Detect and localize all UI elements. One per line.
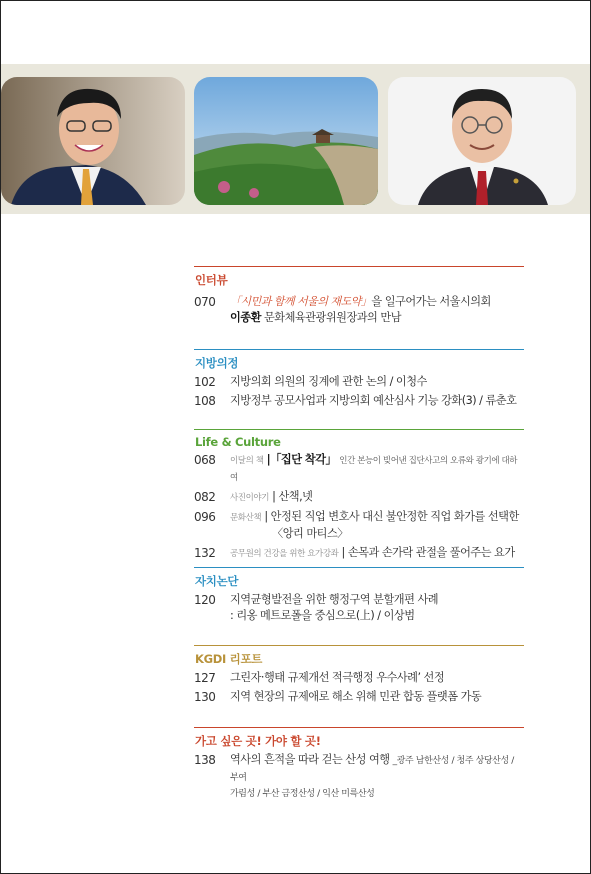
column-name: 사진이야기	[230, 493, 270, 503]
page-number: 138	[194, 753, 216, 767]
column-name: 공무원의 건강을 위한 요가강좌	[230, 549, 339, 559]
toc-entry[interactable]	[194, 545, 524, 562]
toc-entry[interactable]	[194, 670, 524, 686]
page-number: 120	[194, 593, 216, 607]
entry-text: 지방정부 공모사업과 지방의회 예산심사 기능 강화(3) / 류춘호	[230, 394, 517, 407]
section-rule	[194, 567, 524, 568]
entry-text-2: : 리옹 메트로폴을 중심으로(上) / 이상범	[230, 609, 415, 622]
entry-tail: 인간 본능이 빚어낸 집단사고의 오류와 광기에 대하여	[230, 456, 518, 483]
column-name: 이달의 책	[230, 456, 264, 466]
entry-tail: _광주 남한산성 / 청주 상당산성 / 부여	[230, 756, 514, 783]
entry-text: 지역 현장의 규제애로 해소 위해 민관 합동 플랫폼 가동	[230, 690, 482, 703]
toc-entry[interactable]	[194, 689, 524, 705]
section-title: 가고 싶은 곳! 가야 할 곳!	[195, 734, 321, 748]
page-number: 068	[194, 453, 216, 467]
toc-entry[interactable]	[194, 393, 524, 409]
entry-text: 지역균형발전을 위한 행정구역 분할개편 사례	[230, 593, 439, 606]
photo-mountain-fortress	[194, 77, 378, 205]
photo-interviewee-smiling	[1, 77, 185, 205]
section-title: Life & Culture	[195, 435, 281, 449]
toc-entry[interactable]	[194, 452, 524, 486]
page-number: 108	[194, 394, 216, 408]
page-number: 130	[194, 690, 216, 704]
page-number: 070	[194, 295, 216, 309]
entry-text: | 산책,넷	[272, 490, 313, 503]
entry-text-2: 가림성 / 부산 금정산성 / 익산 미륵산성	[230, 789, 375, 799]
entry-text: 역사의 흔적을 따라 걷는 산성 여행	[230, 753, 390, 766]
entry-text: 그린자·행태 규제개선 적극행정 우수사례’ 선정	[230, 671, 445, 684]
section-travel	[194, 727, 524, 805]
section-rule	[194, 727, 524, 728]
page-number: 082	[194, 490, 216, 504]
section-rule	[194, 429, 524, 430]
entry-text: 지방의회 의원의 징계에 관한 논의 / 이청수	[230, 375, 427, 388]
column-name: 문화산책	[230, 513, 262, 523]
photo-council-chairman	[388, 77, 576, 205]
entry-text: 을 일구어가는 서울시의회	[371, 295, 491, 308]
section-interview	[194, 266, 524, 329]
toc-entry[interactable]	[194, 592, 524, 624]
toc-entry[interactable]	[194, 374, 524, 390]
toc-entry[interactable]	[194, 294, 524, 326]
toc-entry[interactable]	[194, 489, 524, 506]
page-number: 127	[194, 671, 216, 685]
page-number: 096	[194, 510, 216, 524]
section-title: 인터뷰	[195, 273, 228, 287]
handwritten-title: 「시민과 함께 서울의 재도약」	[230, 295, 372, 308]
section-autonomy-forum	[194, 567, 524, 627]
section-kgdi-report	[194, 645, 524, 708]
section-title: 자치논단	[195, 574, 239, 588]
entry-text-2: 〈앙리 마티스〉	[272, 527, 348, 540]
section-title: 지방의정	[195, 356, 239, 370]
section-rule	[194, 645, 524, 646]
entry-text: | 손목과 손가락 관절을 풀어주는 요가	[341, 546, 515, 559]
section-rule	[194, 349, 524, 350]
section-life-culture	[194, 429, 524, 565]
person-name: 이종환	[230, 311, 261, 324]
section-title: KGDI 리포트	[195, 652, 263, 666]
entry-text: | 안정된 직업 변호사 대신 불안정한 직업 화가를 선택한	[264, 510, 519, 523]
toc-entry[interactable]	[194, 752, 524, 802]
section-rule	[194, 266, 524, 267]
toc-entry[interactable]	[194, 509, 524, 542]
section-council	[194, 349, 524, 412]
page-number: 132	[194, 546, 216, 560]
entry-text: |「집단 착각」	[266, 453, 337, 466]
page-number: 102	[194, 375, 216, 389]
entry-text-2: 문화체육관광위원장과의 만남	[263, 311, 402, 324]
